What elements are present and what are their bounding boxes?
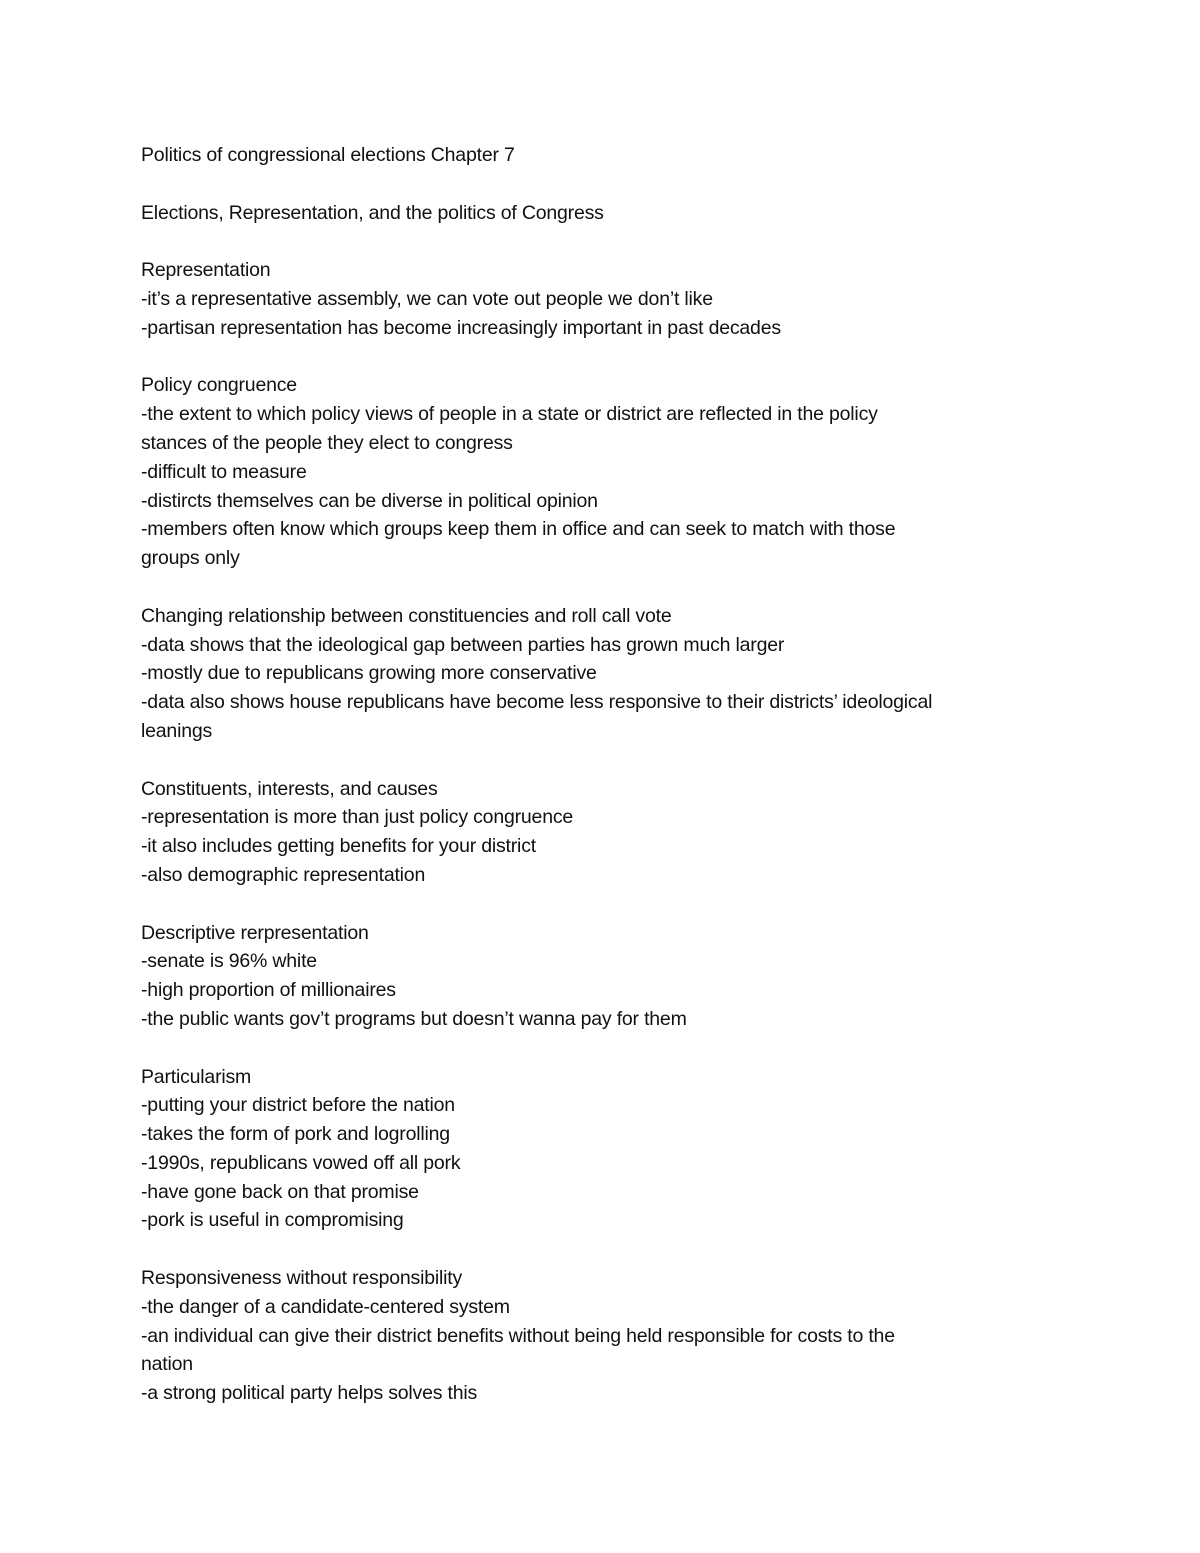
section-heading: Particularism (141, 1065, 252, 1088)
note-line: -the extent to which policy views of people in a state or district are reflected in the policy (141, 403, 878, 426)
spacer (141, 170, 1061, 199)
spacer (141, 890, 1061, 919)
spacer (141, 227, 1061, 256)
note-line: stances of the people they elect to congress (141, 431, 513, 454)
note-line: -the danger of a candidate-centered system (141, 1295, 510, 1318)
section-heading: Descriptive rerpresentation (141, 921, 369, 944)
note-line: -mostly due to republicans growing more conservative (141, 662, 597, 685)
section-heading: Policy congruence (141, 374, 297, 397)
note-line: -a strong political party helps solves this (141, 1382, 478, 1405)
spacer (141, 746, 1061, 775)
note-line: -pork is useful in compromising (141, 1209, 404, 1232)
note-line: -putting your district before the nation (141, 1094, 455, 1117)
note-line: -1990s, republicans vowed off all pork (141, 1151, 461, 1174)
note-line: -members often know which groups keep them in office and can seek to match with those (141, 518, 896, 541)
document-title: Politics of congressional elections Chapter 7 (141, 144, 515, 166)
note-line: -high proportion of millionaires (141, 979, 396, 1002)
note-line: -the public wants gov’t programs but doesn’t wanna pay for them (141, 1007, 687, 1030)
section-heading: Representation (141, 259, 271, 282)
spacer (141, 1034, 1061, 1063)
section-representation (141, 256, 1061, 342)
section-heading: Responsiveness without responsibility (141, 1267, 463, 1290)
spacer (141, 343, 1061, 372)
section-policy-congruence (141, 371, 1061, 573)
document-page (141, 141, 1061, 1408)
note-line: -it also includes getting benefits for your district (141, 835, 536, 858)
section-responsiveness (141, 1264, 1061, 1408)
note-line: -partisan representation has become increasingly important in past decades (141, 316, 781, 339)
section-heading: Changing relationship between constituencies and roll call vote (141, 604, 672, 627)
note-line: -it’s a representative assembly, we can vote out people we don’t like (141, 287, 713, 310)
note-line: -also demographic representation (141, 863, 426, 886)
note-line: -senate is 96% white (141, 950, 317, 973)
note-line: -have gone back on that promise (141, 1180, 419, 1203)
section-constituents (141, 775, 1061, 890)
note-line: -data shows that the ideological gap between parties has grown much larger (141, 633, 785, 656)
section-particularism (141, 1063, 1061, 1236)
note-line: -difficult to measure (141, 460, 307, 483)
document-subtitle: Elections, Representation, and the politics of Congress (141, 201, 604, 224)
note-line: -distircts themselves can be diverse in political opinion (141, 489, 598, 512)
spacer (141, 1235, 1061, 1264)
note-line: -takes the form of pork and logrolling (141, 1123, 450, 1146)
section-heading: Constituents, interests, and causes (141, 777, 438, 800)
note-line: nation (141, 1353, 193, 1376)
note-line: -data also shows house republicans have become less responsive to their districts’ ideological (141, 691, 933, 714)
note-line: -an individual can give their district benefits without being held responsible for costs to the (141, 1324, 895, 1347)
note-line: groups only (141, 547, 240, 570)
section-changing-relationship (141, 602, 1061, 746)
note-line: -representation is more than just policy congruence (141, 806, 574, 829)
section-descriptive-representation (141, 919, 1061, 1034)
spacer (141, 573, 1061, 602)
note-line: leanings (141, 719, 213, 742)
